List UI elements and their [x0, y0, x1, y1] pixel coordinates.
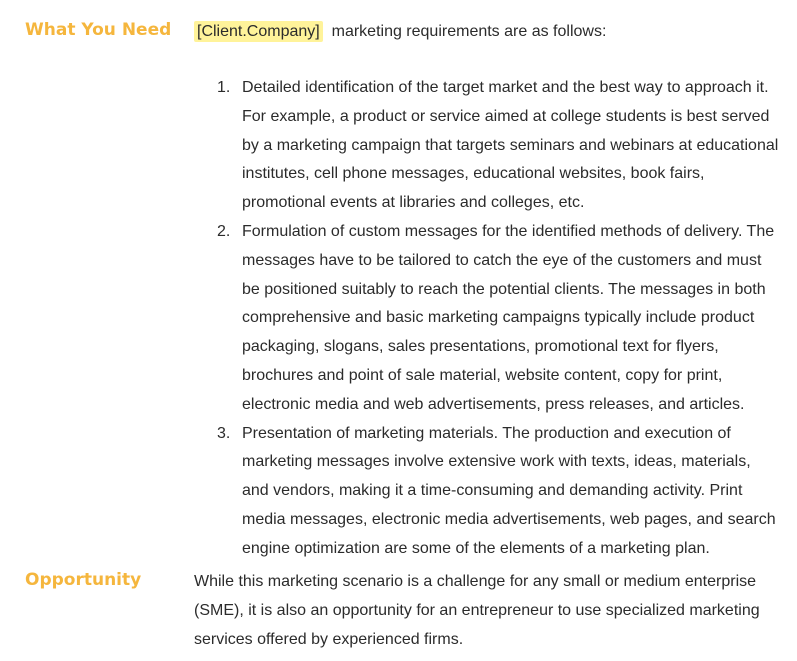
requirements-intro: [194, 18, 779, 46]
requirements-intro-text: marketing requirements are as follows:: [331, 23, 607, 40]
opportunity-section: [0, 565, 797, 661]
list-item-text: Presentation of marketing materials. The production and execution of marketing messages involve extensive work with texts, ideas, materials, and vendors, making it a time-consuming and demanding activity. Print media messages, electronic media advertisements, web pages, and search engine optimization are some of the elements of a marketing plan.: [242, 424, 776, 557]
what-you-need-body: [194, 18, 779, 557]
opportunity-body: [194, 568, 779, 654]
list-item: [194, 218, 779, 420]
list-item-number: 1.: [217, 79, 231, 96]
list-item-number: 2.: [217, 222, 231, 240]
what-you-need-heading: What You Need: [25, 20, 172, 40]
list-item-text: Formulation of custom messages for the identified methods of delivery. The messages have to be tailored to catch the eye of the customers and must be positioned suitably to reach the potential clients. The messages in both comprehensive and basic marketing campaigns typically include product packaging, slogans, sales presentations, promotional text for flyers, brochures and point of sale material, website content, copy for print, electronic media and web advertisements, press releases, and articles.: [242, 222, 775, 413]
requirements-list: [194, 74, 779, 564]
client-company-placeholder[interactable]: [Client.Company]: [194, 21, 323, 42]
list-item: [194, 420, 779, 564]
list-item-number: 3.: [217, 424, 231, 442]
opportunity-text: While this marketing scenario is a challenge for any small or medium enterprise (SME), it is also an opportunity for an entrepreneur to use specialized marketing services offered by experienced firms.: [194, 573, 760, 648]
list-item-text: Detailed identification of the target market and the best way to approach it. For example, a product or service aimed at college students is best served by a marketing campaign that targets seminars and webinars at educational institutes, cell phone messages, educational websites, book fairs, promotional events at libraries and colleges, etc.: [242, 79, 779, 212]
opportunity-heading: Opportunity: [25, 570, 142, 590]
list-item: [194, 74, 779, 218]
